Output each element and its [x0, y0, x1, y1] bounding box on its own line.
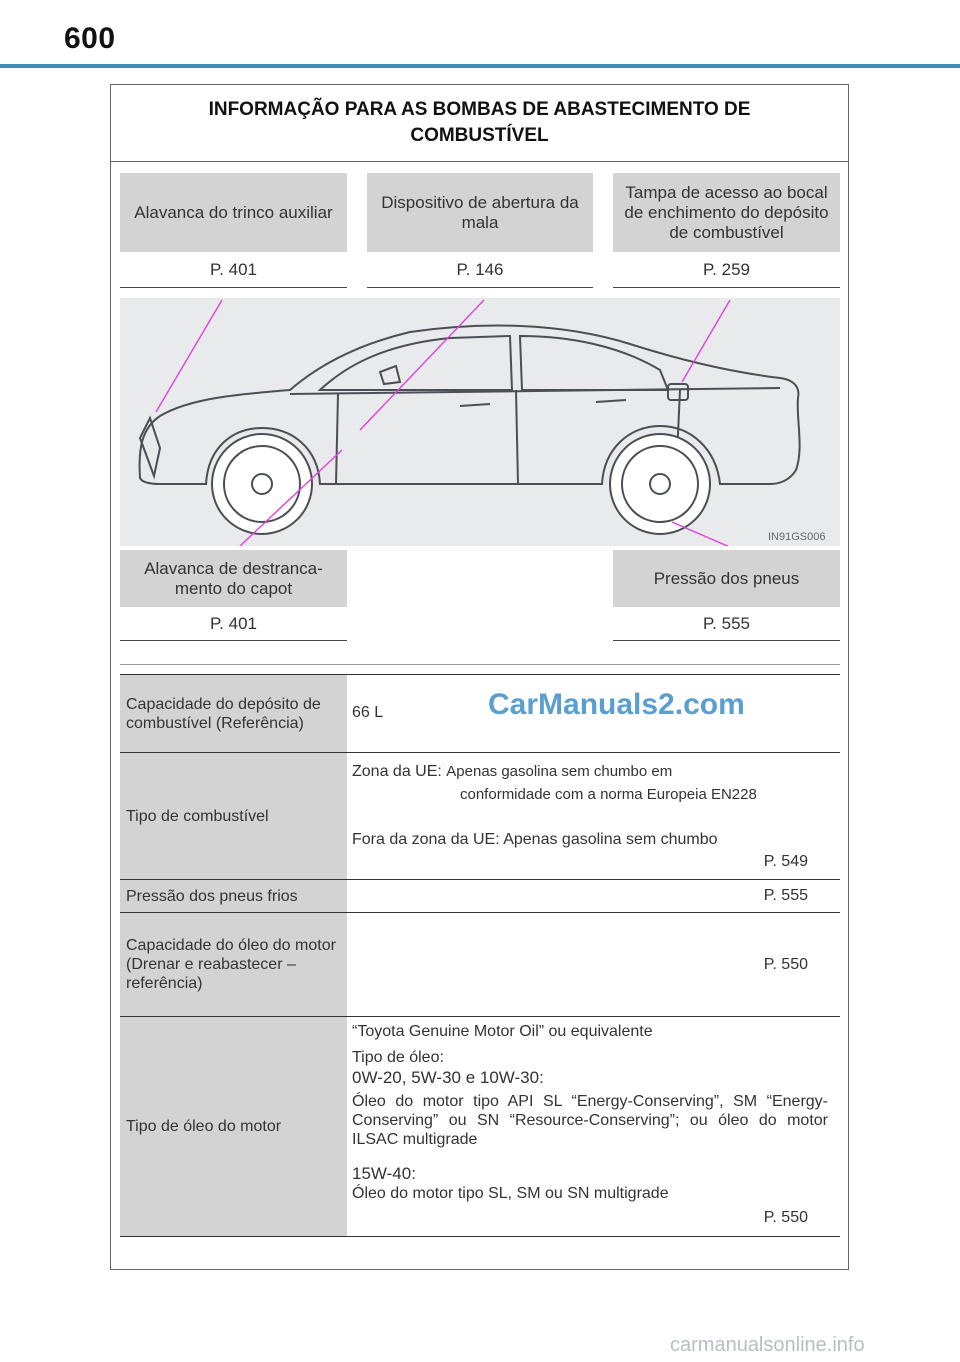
value-fuel-type-eu [352, 762, 832, 782]
image-code: IN91GS006 [768, 531, 826, 543]
page-title [111, 85, 848, 162]
ref-hood-release[interactable]: P. 401 [120, 607, 347, 641]
box-tire-pressure: Pressão dos pneus [613, 550, 840, 607]
table-top-rule [120, 664, 840, 665]
ref-aux-latch[interactable]: P. 401 [120, 252, 347, 288]
oil-line-4: Óleo do motor tipo API SL “Energy-Conserving”, SM “Energy-Conserving” ou SN “Resource-Conserving”; ou óleo do motor ILSAC multigrade [352, 1093, 828, 1148]
box-fuel-door: Tampa de acesso ao bocal de enchimento do depósito de combustível [613, 173, 840, 252]
label-oil-capacity: Capacidade do óleo do motor (Drenar e reabastecer – referência) [120, 913, 347, 1016]
car-drawing [120, 298, 840, 546]
eu-prefix: Zona da UE: [352, 763, 442, 780]
label-cold-tire-pressure: Pressão dos pneus frios [120, 880, 347, 912]
label-fuel-capacity: Capacidade do depósito de combustível (Referência) [120, 675, 347, 752]
header-rule [0, 64, 960, 68]
box-trunk-opener: Dispositivo de abertura da mala [367, 173, 593, 252]
page-number: 600 [64, 22, 116, 55]
eu-text-1: Apenas gasolina sem chumbo em [446, 763, 673, 780]
ref-oil-capacity[interactable]: P. 550 [763, 956, 808, 973]
ref-fuel-type[interactable]: P. 549 [763, 853, 808, 870]
row-divider [120, 1236, 840, 1237]
oil-line-5: 15W-40: [352, 1164, 416, 1183]
value-fuel-type-non-eu: Fora da zona da UE: Apenas gasolina sem chumbo [352, 831, 718, 848]
watermark-top: CarManuals2.com [488, 688, 745, 721]
page-title-text: INFORMAÇÃO PARA AS BOMBAS DE ABASTECIMENTO DE COMBUSTÍVEL [208, 99, 751, 146]
value-fuel-type-eu-2: conformidade com a norma Europeia EN228 [460, 786, 757, 803]
label-fuel-type: Tipo de combustível [120, 753, 347, 879]
ref-oil-type[interactable]: P. 550 [763, 1209, 808, 1226]
ref-trunk-opener[interactable]: P. 146 [367, 252, 593, 288]
label-oil-type: Tipo de óleo do motor [120, 1017, 347, 1236]
ref-fuel-door[interactable]: P. 259 [613, 252, 840, 288]
oil-line-1: “Toyota Genuine Motor Oil” ou equivalente [352, 1023, 653, 1040]
oil-line-3: 0W-20, 5W-30 e 10W-30: [352, 1068, 544, 1087]
box-hood-release: Alavanca de destranca-mento do capot [120, 550, 347, 607]
ref-tire-pressure[interactable]: P. 555 [613, 607, 840, 641]
oil-line-2: Tipo de óleo: [352, 1049, 444, 1066]
ref-cold-tire-pressure[interactable]: P. 555 [763, 887, 808, 904]
watermark-bottom: carmanualsonline.info [670, 1334, 865, 1356]
oil-line-6: Óleo do motor tipo SL, SM ou SN multigrade [352, 1185, 669, 1202]
car-illustration [120, 298, 840, 546]
value-fuel-capacity: 66 L [352, 704, 384, 721]
box-aux-latch: Alavanca do trinco auxiliar [120, 173, 347, 252]
